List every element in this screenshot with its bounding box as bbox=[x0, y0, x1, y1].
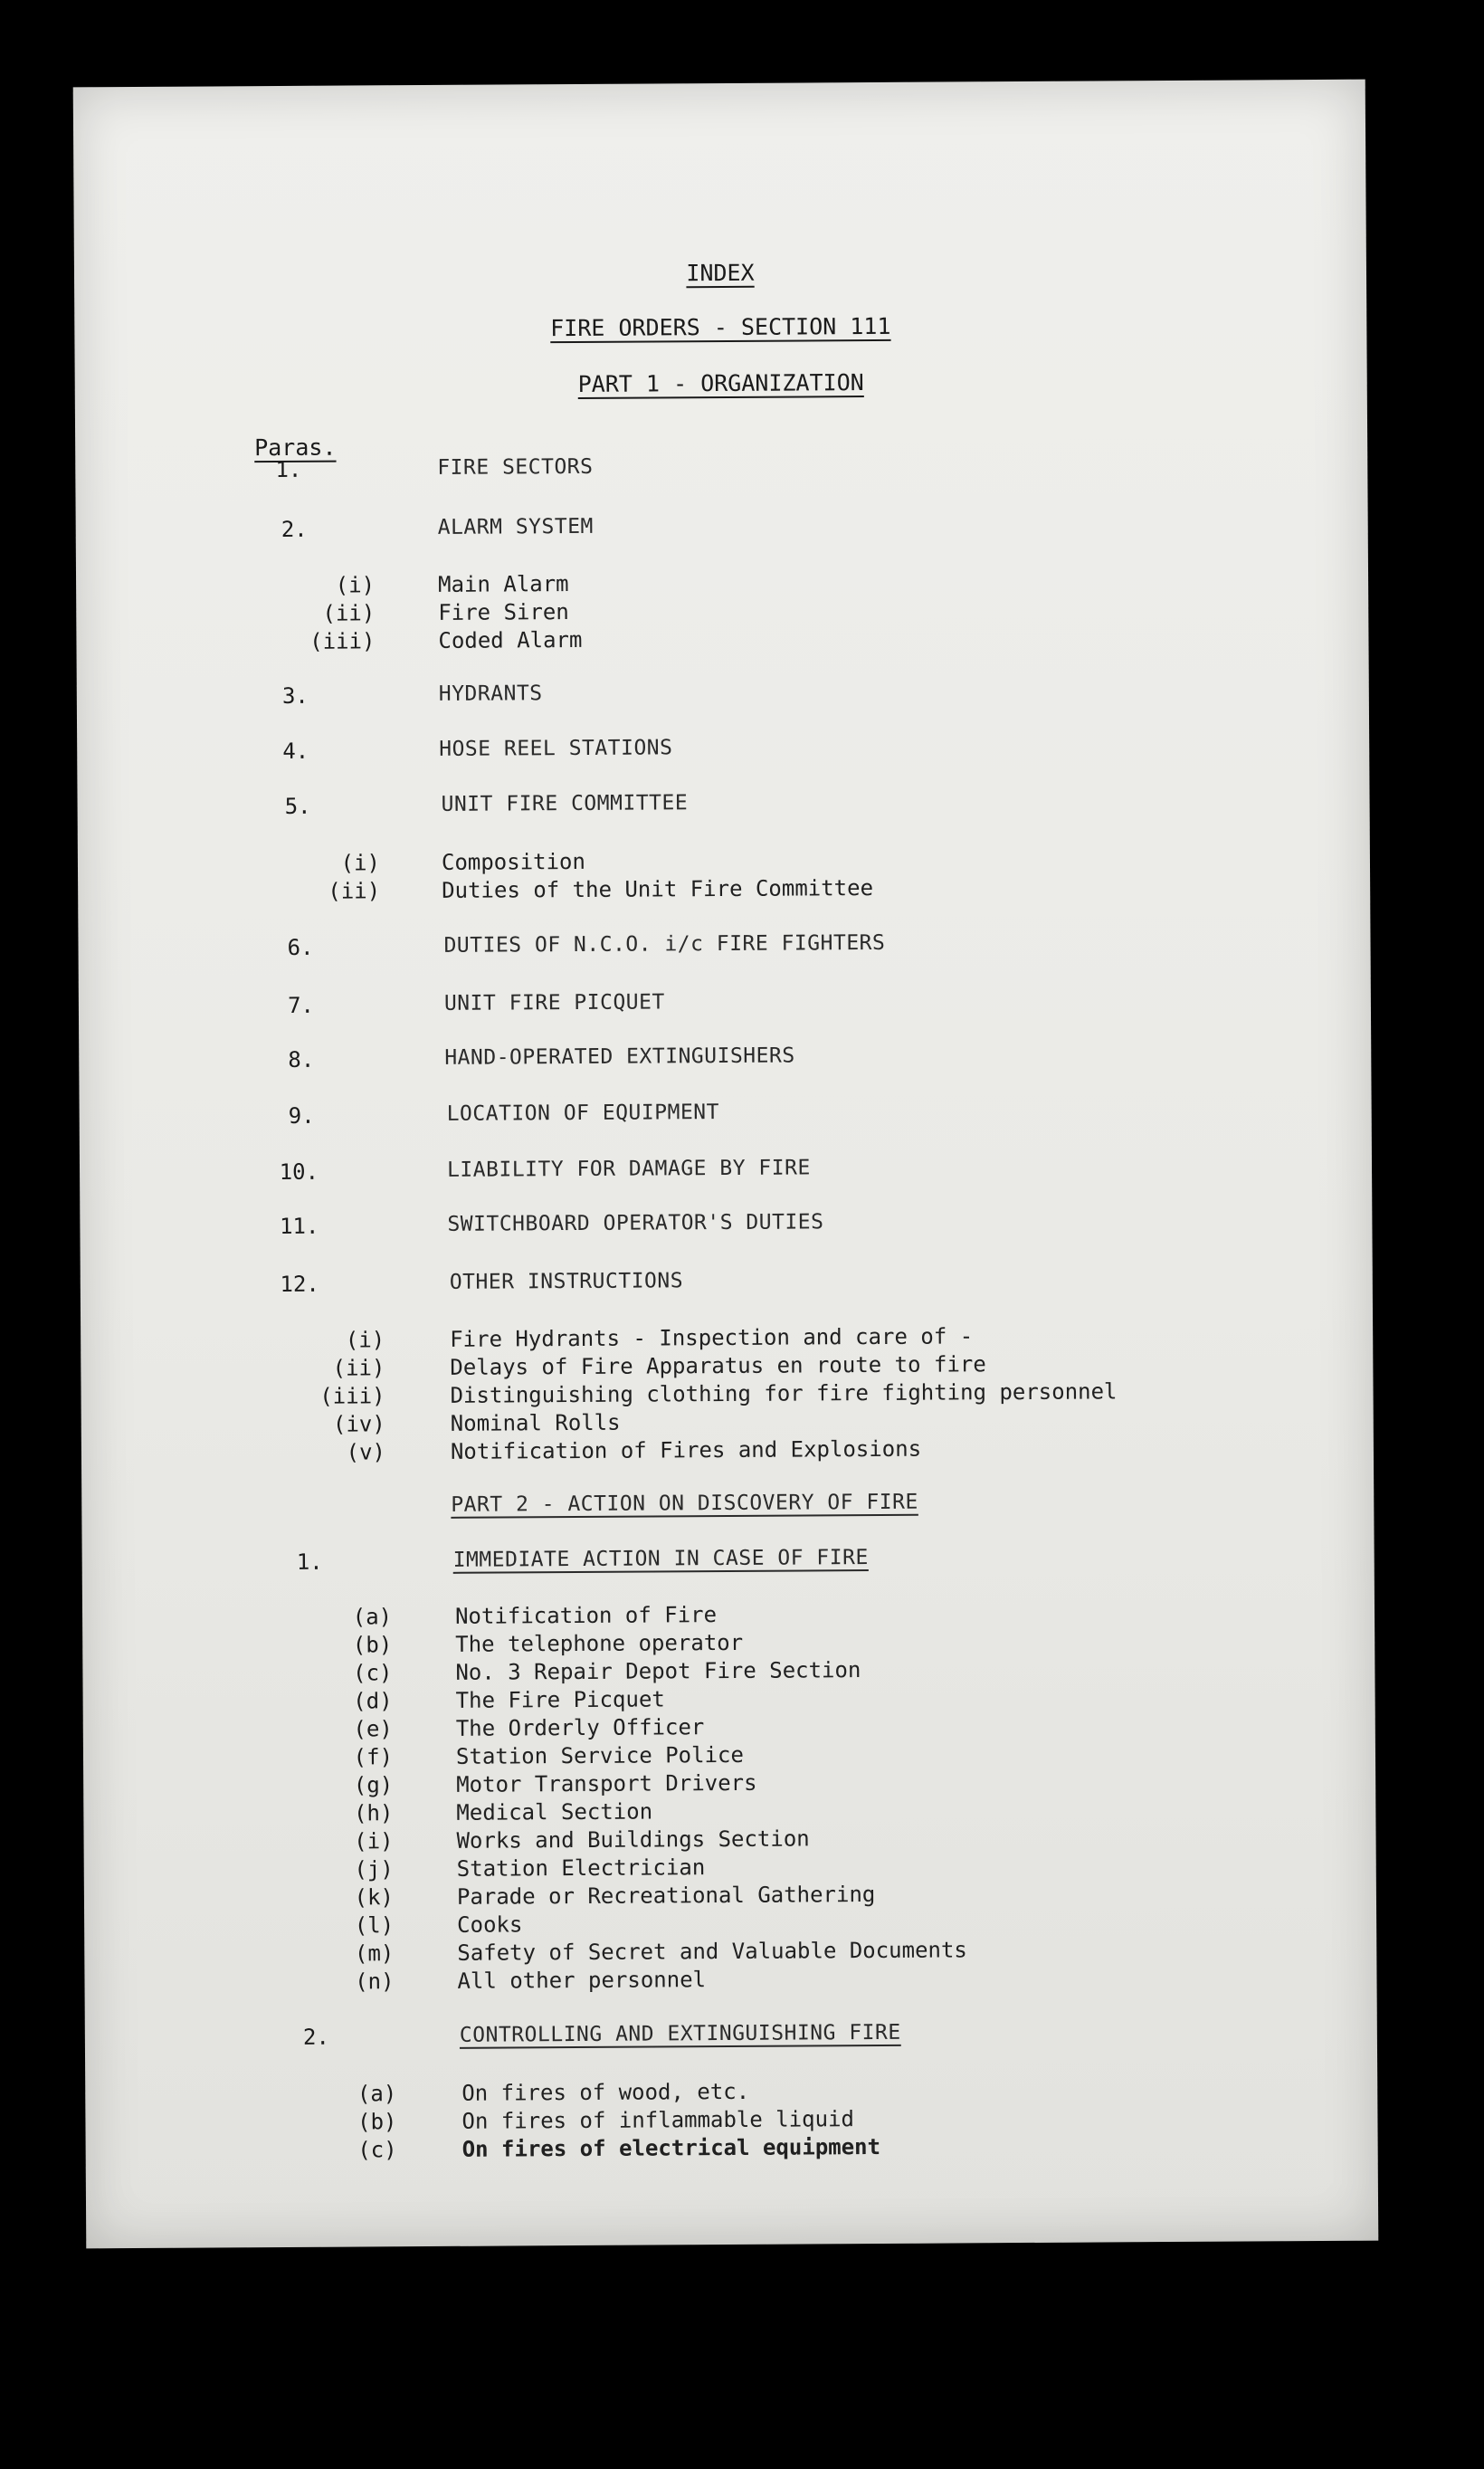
sub-number: (ii) bbox=[328, 878, 381, 904]
sub-number: (b) bbox=[357, 2109, 397, 2135]
sub-item: Station Electrician bbox=[456, 1854, 706, 1882]
sub-item: On fires of wood, etc. bbox=[461, 2078, 750, 2106]
sub-item: Parade or Recreational Gathering bbox=[456, 1882, 876, 1910]
para-heading: HAND-OPERATED EXTINGUISHERS bbox=[444, 1044, 795, 1070]
sub-item: Medical Section bbox=[456, 1798, 653, 1826]
sub-number: (d) bbox=[353, 1688, 393, 1714]
para-number: 8. bbox=[288, 1046, 315, 1072]
sub-item: Main Alarm bbox=[437, 571, 569, 597]
para-number: 7. bbox=[287, 992, 315, 1018]
sub-number: (g) bbox=[353, 1772, 394, 1798]
sub-number: (iii) bbox=[319, 1383, 385, 1409]
sub-item: Notification of Fires and Explosions bbox=[450, 1435, 922, 1464]
sub-item: Distinguishing clothing for fire fighting personnel bbox=[450, 1378, 1118, 1408]
sub-number: (f) bbox=[353, 1744, 394, 1770]
para-heading: SWITCHBOARD OPERATOR'S DUTIES bbox=[447, 1210, 824, 1236]
sub-item: Composition bbox=[441, 848, 585, 875]
sub-item: Station Service Police bbox=[455, 1741, 744, 1769]
sub-item: Duties of the Unit Fire Committee bbox=[442, 874, 874, 903]
para-number: 11. bbox=[279, 1213, 319, 1240]
para-number: 2. bbox=[302, 2024, 329, 2050]
sub-number: (i) bbox=[340, 850, 381, 876]
sub-number: (l) bbox=[354, 1912, 395, 1939]
sub-number: (ii) bbox=[322, 600, 376, 626]
sub-number: (k) bbox=[354, 1884, 395, 1911]
para-number: 2. bbox=[281, 516, 308, 542]
para-number: 1. bbox=[296, 1549, 323, 1575]
sub-item: Motor Transport Drivers bbox=[456, 1769, 757, 1797]
para-number: 12. bbox=[280, 1271, 319, 1298]
para-heading: CONTROLLING AND EXTINGUISHING FIRE bbox=[459, 2020, 901, 2047]
para-heading: LIABILITY FOR DAMAGE BY FIRE bbox=[446, 1156, 811, 1182]
sub-number: (iv) bbox=[332, 1411, 385, 1437]
sub-number: (ii) bbox=[332, 1355, 385, 1381]
para-number: 5. bbox=[284, 793, 311, 819]
para-number: 10. bbox=[279, 1158, 319, 1186]
sub-number: (i) bbox=[345, 1327, 385, 1353]
para-heading: UNIT FIRE PICQUET bbox=[443, 990, 665, 1015]
sub-item: No. 3 Repair Depot Fire Section bbox=[455, 1657, 861, 1685]
sub-number: (m) bbox=[354, 1940, 395, 1967]
page-title: INDEX bbox=[686, 259, 755, 287]
para-heading: ALARM SYSTEM bbox=[437, 514, 594, 539]
para-heading: HOSE REEL STATIONS bbox=[439, 736, 673, 761]
sub-item: Nominal Rolls bbox=[450, 1409, 621, 1436]
document-subtitle: FIRE ORDERS - SECTION 111 bbox=[550, 312, 891, 342]
sub-item: On fires of inflammable liquid bbox=[461, 2106, 855, 2134]
para-number: 4. bbox=[282, 738, 309, 764]
sub-item: Delays of Fire Apparatus en route to fire bbox=[450, 1351, 986, 1380]
para-heading: DUTIES OF N.C.O. i/c FIRE FIGHTERS bbox=[443, 930, 886, 958]
para-heading: IMMEDIATE ACTION IN CASE OF FIRE bbox=[452, 1546, 869, 1572]
sub-number: (i) bbox=[335, 572, 376, 598]
sub-number: (e) bbox=[353, 1716, 393, 1742]
sub-item: On fires of electrical equipment bbox=[461, 2133, 881, 2162]
sub-item: Fire Hydrants - Inspection and care of - bbox=[450, 1323, 974, 1352]
para-heading: LOCATION OF EQUIPMENT bbox=[446, 1101, 720, 1126]
para-number: 9. bbox=[288, 1102, 315, 1129]
sub-item: The Orderly Officer bbox=[455, 1714, 705, 1741]
sub-number: (a) bbox=[357, 2081, 397, 2107]
para-number: 1. bbox=[275, 456, 302, 483]
sub-item: All other personnel bbox=[457, 1967, 707, 1994]
sub-number: (j) bbox=[354, 1856, 394, 1883]
para-number: 3. bbox=[281, 682, 309, 709]
sub-number: (c) bbox=[357, 2137, 397, 2163]
para-number: 6. bbox=[287, 934, 314, 960]
sub-number: (h) bbox=[353, 1800, 394, 1826]
para-heading: HYDRANTS bbox=[438, 682, 543, 706]
para-heading: FIRE SECTORS bbox=[437, 454, 594, 480]
para-heading: OTHER INSTRUCTIONS bbox=[449, 1269, 684, 1294]
sub-number: (i) bbox=[354, 1828, 394, 1854]
para-heading: UNIT FIRE COMMITTEE bbox=[441, 791, 689, 816]
sub-item: Fire Siren bbox=[438, 599, 569, 625]
sub-number: (a) bbox=[352, 1604, 393, 1630]
sub-item: Notification of Fire bbox=[454, 1602, 718, 1629]
document-page bbox=[73, 80, 1379, 2249]
paras-label: Paras. bbox=[254, 434, 337, 462]
sub-item: The Fire Picquet bbox=[455, 1686, 665, 1713]
sub-item: Works and Buildings Section bbox=[456, 1826, 810, 1854]
sub-item: Cooks bbox=[457, 1911, 523, 1938]
sub-number: (c) bbox=[352, 1660, 393, 1686]
sub-number: (n) bbox=[355, 1969, 395, 1995]
sub-number: (v) bbox=[346, 1439, 386, 1465]
sub-number: (iii) bbox=[309, 628, 376, 654]
part2-title: PART 2 - ACTION ON DISCOVERY OF FIRE bbox=[451, 1490, 918, 1517]
sub-item: Safety of Secret and Valuable Documents bbox=[457, 1937, 967, 1966]
sub-item: The telephone operator bbox=[455, 1629, 744, 1657]
sub-number: (b) bbox=[352, 1632, 393, 1658]
sub-item: Coded Alarm bbox=[438, 626, 583, 653]
part1-title: PART 1 - ORGANIZATION bbox=[577, 369, 864, 397]
